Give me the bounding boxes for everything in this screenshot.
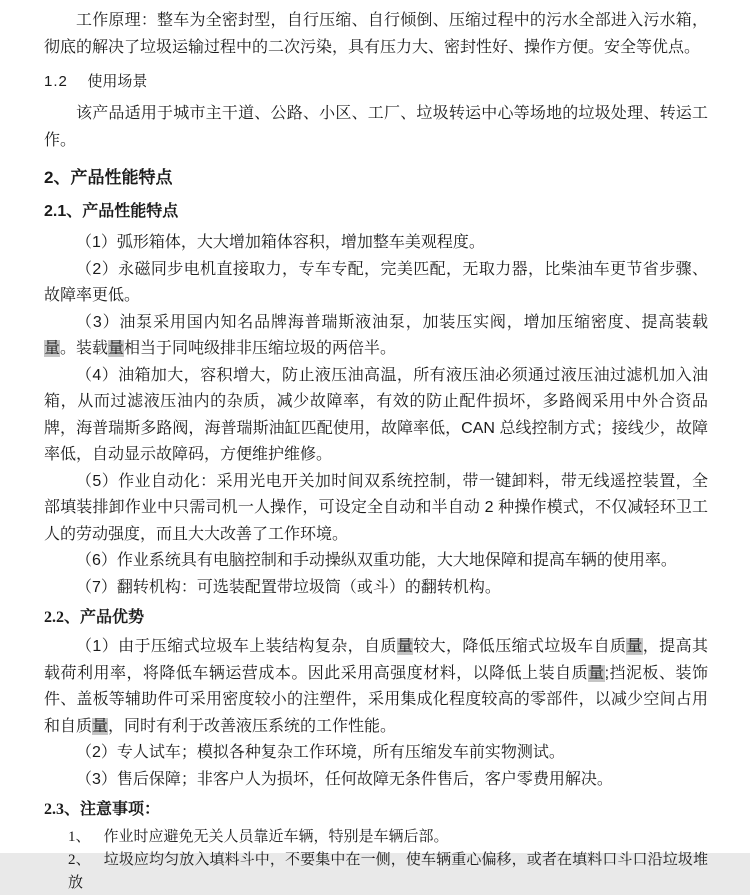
text-run: 工作原理：整车为全密封型，自行压缩、自行倾倒、压缩过程中的污水全部进入污水箱，彻底的解决了垃圾运输过程中的二次污染，具有压力大、密封性好、操作方便。安全等优点。	[44, 12, 708, 56]
text-run: （2）永磁同步电机直接取力，专车专配，完美匹配，无取力器，比柴油车更节省步骤、故障率更低。	[44, 260, 708, 304]
heading-1-2	[44, 71, 708, 93]
heading-number: 2.2、	[44, 609, 81, 626]
feature-item-6	[44, 548, 708, 575]
heading-text: 产品性能特点	[82, 203, 179, 220]
list-item-number: 1、	[68, 829, 91, 845]
heading-text: 产品优势	[80, 609, 145, 626]
heading-2-1	[44, 200, 708, 224]
text-run: 该产品适用于城市主干道、公路、小区、工厂、垃圾转运中心等场地的垃圾处理、转运工作。	[44, 105, 708, 149]
highlighted-text: 量	[626, 638, 643, 655]
text-run: 相当于同吨级排非压缩垃圾的两倍半。	[124, 340, 397, 357]
heading-number: 2.1、	[44, 203, 83, 220]
advantage-item-1	[44, 634, 708, 740]
advantage-item-3	[44, 767, 708, 794]
heading-text: 产品性能特点	[70, 168, 173, 187]
heading-number: 1.2	[44, 73, 68, 90]
feature-item-4	[44, 363, 708, 469]
advantage-item-2	[44, 740, 708, 767]
heading-2-2	[44, 607, 708, 629]
text-run: （7）翻转机构：可选装配置带垃圾筒（或斗）的翻转机构。	[76, 578, 501, 596]
text-run: （3）售后保障；非客户人为损坏，任何故障无条件售后，客户零费用解决。	[76, 770, 613, 788]
highlighted-text: 量	[92, 717, 109, 735]
feature-item-5	[44, 469, 708, 549]
feature-item-7	[44, 575, 708, 602]
document-content	[44, 8, 708, 895]
highlighted-text: 量	[44, 340, 61, 357]
heading-2	[44, 166, 708, 190]
highlighted-text: 量	[396, 638, 414, 655]
text-run: （5）作业自动化：采用光电开关加时间双系统控制，带一键卸料，带无线遥控装置，全部填装排卸作业中只需司机一人操作，可设定全自动和半自动 2 种操作模式，不仅减轻环卫工人的劳动强度，而且大大改善了工作环境。	[44, 472, 708, 543]
feature-item-3	[44, 310, 708, 363]
heading-text: 使用场景	[87, 73, 148, 90]
list-item-text: 作业时应避免无关人员靠近车辆，特别是车辆后部。	[103, 829, 449, 845]
text-run: （4）油箱加大，容积增大，防止液压油高温，所有液压油必须通过液压油过滤机加入油箱，从而过滤液压油内的杂质，减少故障率，有效的防止配件损坏，多路阀采用中外合资品牌，海普瑞斯多路阀，海普瑞斯油缸匹配使用，故障率低，CAN 总线控制方式；接线少，故障率低，自动显示故障码，方便维护维修。	[44, 366, 708, 463]
text-run: 。装载	[60, 340, 109, 357]
text-run: ，同时有利于改善液压系统的工作性能。	[108, 717, 397, 735]
highlighted-text: 量	[108, 340, 125, 357]
heading-text: 注意事项：	[80, 801, 161, 818]
note-item-2	[44, 849, 708, 895]
paragraph-usage-scenario	[44, 101, 708, 154]
heading-number: 2、	[44, 168, 71, 187]
heading-2-3	[44, 799, 708, 821]
note-item-1	[44, 826, 708, 849]
text-run: ，提高其载荷利用率，将降低车辆运营成本。因此采用高强度材料，以降低上装自质	[44, 638, 708, 682]
text-run: （3）油泵采用国内知名品牌海普瑞斯液油泵，加装压实阀，增加压缩密度、提高装载	[76, 313, 708, 331]
heading-number: 2.3、	[44, 801, 81, 818]
text-run: ;挡泥板、装饰件、盖板等辅助件可采用密度较小的注塑件，采用集成化程度较高的零部件，以减少空间占用和自质	[44, 664, 708, 735]
text-run: （6）作业系统具有电脑控制和手动操纵双重功能，大大地保障和提高车辆的使用率。	[76, 552, 677, 569]
text-run: （1）弧形箱体，大大增加箱体容积，增加整车美观程度。	[76, 234, 485, 251]
text-run: （2）专人试车；模拟各种复杂工作环境，所有压缩发车前实物测试。	[76, 744, 565, 761]
highlighted-text: 量	[588, 664, 605, 682]
list-item-number: 2、	[68, 852, 91, 868]
list-item-text: 垃圾应均匀放入填料斗中，不要集中在一侧，使车辆重心偏移，或者在填料口斗口沿垃圾堆放	[68, 852, 708, 891]
paragraph-working-principle	[44, 8, 708, 61]
text-run: （1）由于压缩式垃圾车上装结构复杂，自质	[76, 638, 397, 655]
text-run: 较大，降低压缩式垃圾车自质	[413, 638, 627, 655]
feature-item-1	[44, 230, 708, 257]
feature-item-2	[44, 257, 708, 310]
